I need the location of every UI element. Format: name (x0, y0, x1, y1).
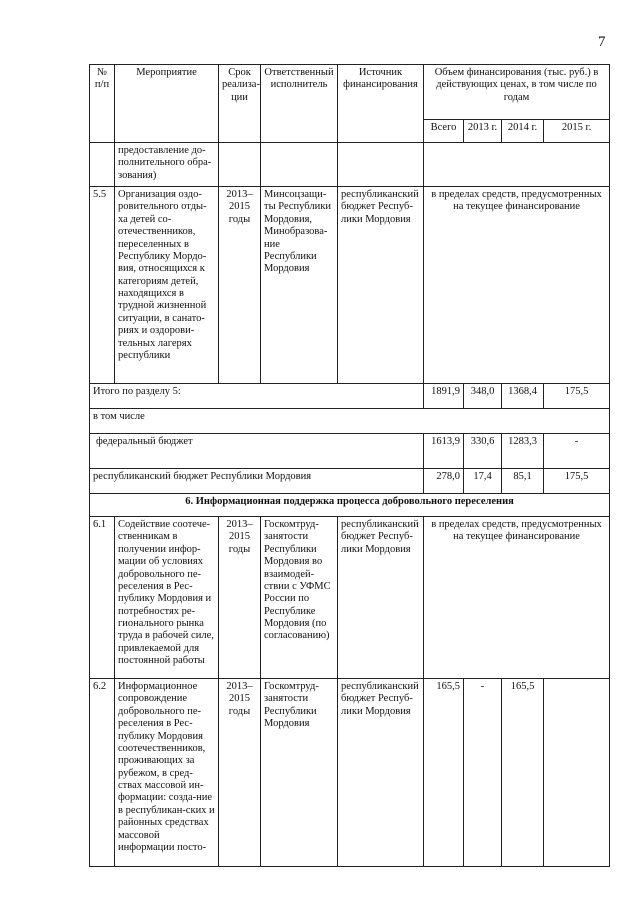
total-section-5-total: 1891,9 (424, 384, 464, 409)
row-6-1-term: 2013–2015 годы (219, 517, 261, 679)
header-2015: 2015 г. (544, 120, 610, 143)
including-row (90, 409, 610, 434)
row-6-1-responsible: Госкомтруд-занятости Республики Мордовия во взаимодей-ствии с УФМС России по Республике Мордовия (по согласованию) (261, 517, 338, 679)
federal-budget-2013: 330,6 (464, 434, 502, 469)
row-6-1-event: Содействие соотече-ственникам в получении инфор-мации об условиях добровольного пе-реселения в Рес-публику Мордовия и потребностях ре-гионального рынка труда в рабочей силе, привлекаемой для постоянной работы (115, 517, 219, 679)
republic-budget-row (90, 469, 610, 494)
republic-budget-2015: 175,5 (544, 469, 610, 494)
header-term: Срок реализа-ции (219, 65, 261, 143)
section-6-row (90, 494, 610, 517)
republic-budget-2013: 17,4 (464, 469, 502, 494)
federal-budget-label: федеральный бюджет (90, 434, 424, 469)
total-section-5-label: Итого по разделу 5: (90, 384, 424, 409)
total-section-5-2014: 1368,4 (502, 384, 544, 409)
row-5-5-event: Организация оздо-ровительного отды-ха детей со-отечественников, переселенных в Республику Мордо-вия, относящихся к категориям детей, находящихся в трудной жизненной ситуации, в санато-риях и оздорови-тельных лагерях республики (115, 187, 219, 384)
row-6-2-2013: - (464, 679, 502, 867)
federal-budget-2015: - (544, 434, 610, 469)
row-6-2-num: 6.2 (90, 679, 115, 867)
republic-budget-label: республиканский бюджет Республики Мордовия (90, 469, 424, 494)
row-6-1 (90, 517, 610, 679)
total-section-5-row (90, 384, 610, 409)
row-6-1-source: республиканский бюджет Респуб-лики Мордовия (338, 517, 424, 679)
row-5-5-term: 2013–2015 годы (219, 187, 261, 384)
header-event: Мероприятие (115, 65, 219, 143)
total-section-5-2015: 175,5 (544, 384, 610, 409)
row-5-5-funding: в пределах средств, предусмотренных на текущее финансирование (424, 187, 610, 384)
header-row (90, 65, 610, 120)
row-6-2-responsible: Госкомтруд-занятости Республики Мордовия (261, 679, 338, 867)
row-6-2-source: республиканский бюджет Респуб-лики Мордовия (338, 679, 424, 867)
row-5-5 (90, 187, 610, 384)
row-5-5-num: 5.5 (90, 187, 115, 384)
row-6-2-total: 165,5 (424, 679, 464, 867)
row-6-2-2015 (544, 679, 610, 867)
row-5-5-source: республиканский бюджет Респуб-лики Мордовия (338, 187, 424, 384)
program-table (89, 64, 610, 867)
header-2014: 2014 г. (502, 120, 544, 143)
header-total: Всего (424, 120, 464, 143)
total-section-5-2013: 348,0 (464, 384, 502, 409)
continued-row (90, 143, 610, 187)
header-2013: 2013 г. (464, 120, 502, 143)
page-number: 7 (598, 34, 606, 50)
header-responsible: Ответственный исполнитель (261, 65, 338, 143)
federal-budget-total: 1613,9 (424, 434, 464, 469)
federal-budget-row (90, 434, 610, 469)
row-6-2-term: 2013–2015 годы (219, 679, 261, 867)
row-6-1-funding: в пределах средств, предусмотренных на текущее финансирование (424, 517, 610, 679)
header-num: № п/п (90, 65, 115, 143)
row-6-1-num: 6.1 (90, 517, 115, 679)
including-label: в том числе (90, 409, 610, 434)
continued-event: предоставление до-полнительного обра-зования) (115, 143, 219, 187)
republic-budget-2014: 85,1 (502, 469, 544, 494)
section-6-title: 6. Информационная поддержка процесса добровольного переселения (90, 494, 610, 517)
row-6-2-2014: 165,5 (502, 679, 544, 867)
row-5-5-responsible: Минсоцзащи-ты Республики Мордовия, Минобразова-ние Республики Мордовия (261, 187, 338, 384)
header-source: Источник финансирования (338, 65, 424, 143)
federal-budget-2014: 1283,3 (502, 434, 544, 469)
header-funding: Объем финансирования (тыс. руб.) в действующих ценах, в том числе по годам (424, 65, 610, 120)
republic-budget-total: 278,0 (424, 469, 464, 494)
row-6-2-event: Информационное сопровождение добровольного пе-реселения в Рес-публику Мордовия соотечественников, проживающих за рубежом, в сред-ствах массовой ин-формации: созда-ние в республикан-ских и районных средствах массовой информации посто- (115, 679, 219, 867)
row-6-2 (90, 679, 610, 867)
